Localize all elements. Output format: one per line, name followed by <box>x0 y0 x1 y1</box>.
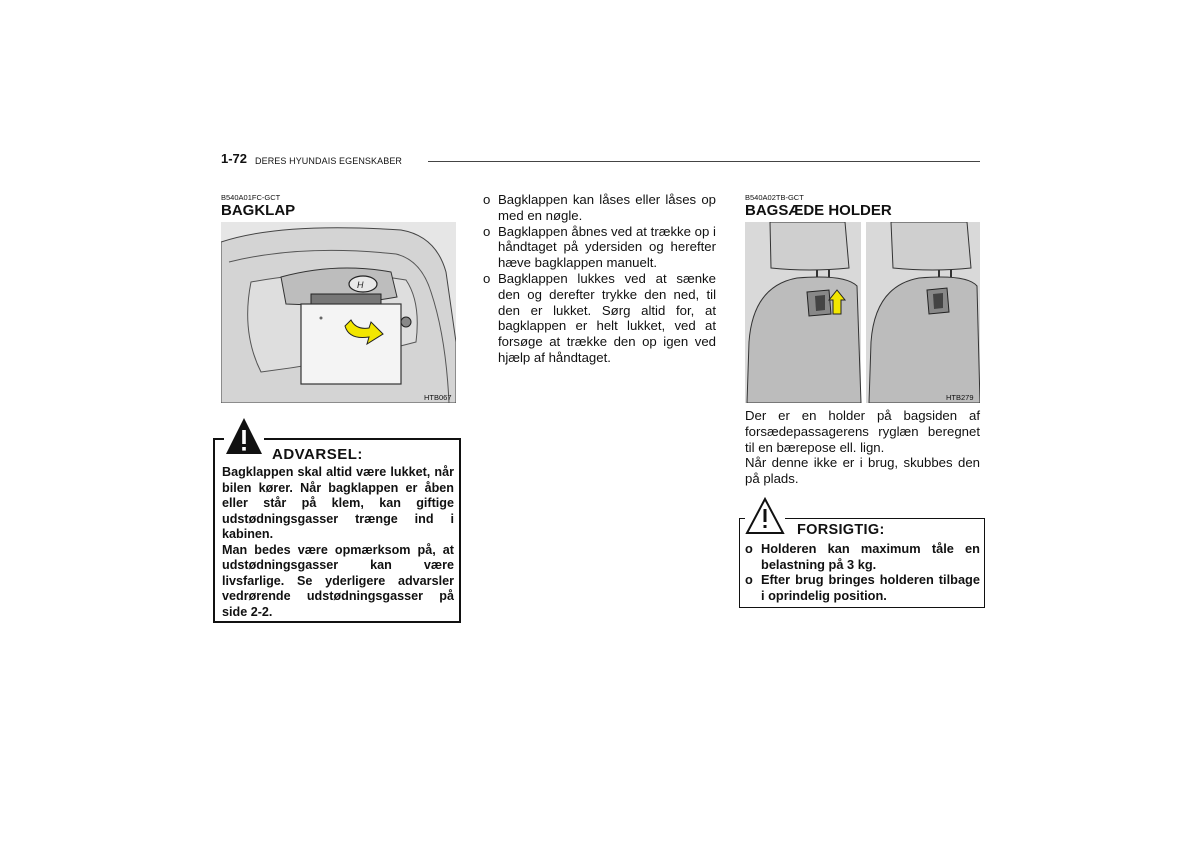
list-item: o Bagklappen lukkes ved at sænke den og derefter trykke den ned, til den er lukket. Sørg altid for, at bagklappen er helt lukket, ved at forsøge at trække den op igen ved hjælp af håndtaget. <box>483 270 716 365</box>
warning-paragraph-1: Bagklappen skal altid være lukket, når bilen kører. Når bagklappen er åben eller står på klem, kan giftige udstødningsgasser trænge ind i kabinen. <box>222 465 454 541</box>
section-title-bagklap: BAGKLAP <box>221 202 296 219</box>
description-paragraph-1: Der er en holder på bagsiden af forsædepassagerens ryglæn beregnet til en bærepose ell. lign. <box>745 408 980 455</box>
tailgate-instructions <box>483 192 716 366</box>
list-item: o Bagklappen åbnes ved at trække op i håndtaget på ydersiden og herefter hæve bagklappen manuelt. <box>483 223 716 271</box>
list-item: o Efter brug bringes holderen tilbage i oprindelig position. <box>745 572 980 603</box>
tailgate-drawing <box>221 222 456 403</box>
section-code-bagklap: B540A01FC-GCT <box>221 193 281 202</box>
caution-title: FORSIGTIG: <box>797 522 885 538</box>
list-item: o Holderen kan maximum tåle en belastning på 3 kg. <box>745 541 980 572</box>
tailgate-illustration <box>221 222 456 403</box>
section-code-bagsaede: B540A02TB-GCT <box>745 193 804 202</box>
seat-holder-description <box>745 408 980 487</box>
caution-triangle-icon <box>745 497 785 535</box>
warning-title: ADVARSEL: <box>272 446 363 463</box>
caution-text <box>745 541 980 603</box>
warning-triangle-icon <box>224 416 264 456</box>
seat-holder-illustration <box>745 222 980 403</box>
seat-holder-drawing <box>745 222 980 403</box>
section-title-bagsaede: BAGSÆDE HOLDER <box>745 202 892 219</box>
svg-text:H: H <box>357 280 364 290</box>
header-rule <box>428 161 980 162</box>
page-number: 1-72 <box>221 151 248 166</box>
warning-text <box>222 465 454 620</box>
image-code-htb279: HTB279 <box>946 393 974 402</box>
image-code-htb067: HTB067 <box>424 393 452 402</box>
list-item: o Bagklappen kan låses eller låses op med en nøgle. <box>483 192 716 223</box>
section-title: DERES HYUNDAIS EGENSKABER <box>255 156 403 166</box>
warning-paragraph-2: Man bedes være opmærksom på, at udstødningsgasser kan være livsfarlige. Se yderligere advarsler vedrørende udstødningsgasser på side 2-2. <box>222 542 454 619</box>
description-paragraph-2: Når denne ikke er i brug, skubbes den på plads. <box>745 455 980 487</box>
